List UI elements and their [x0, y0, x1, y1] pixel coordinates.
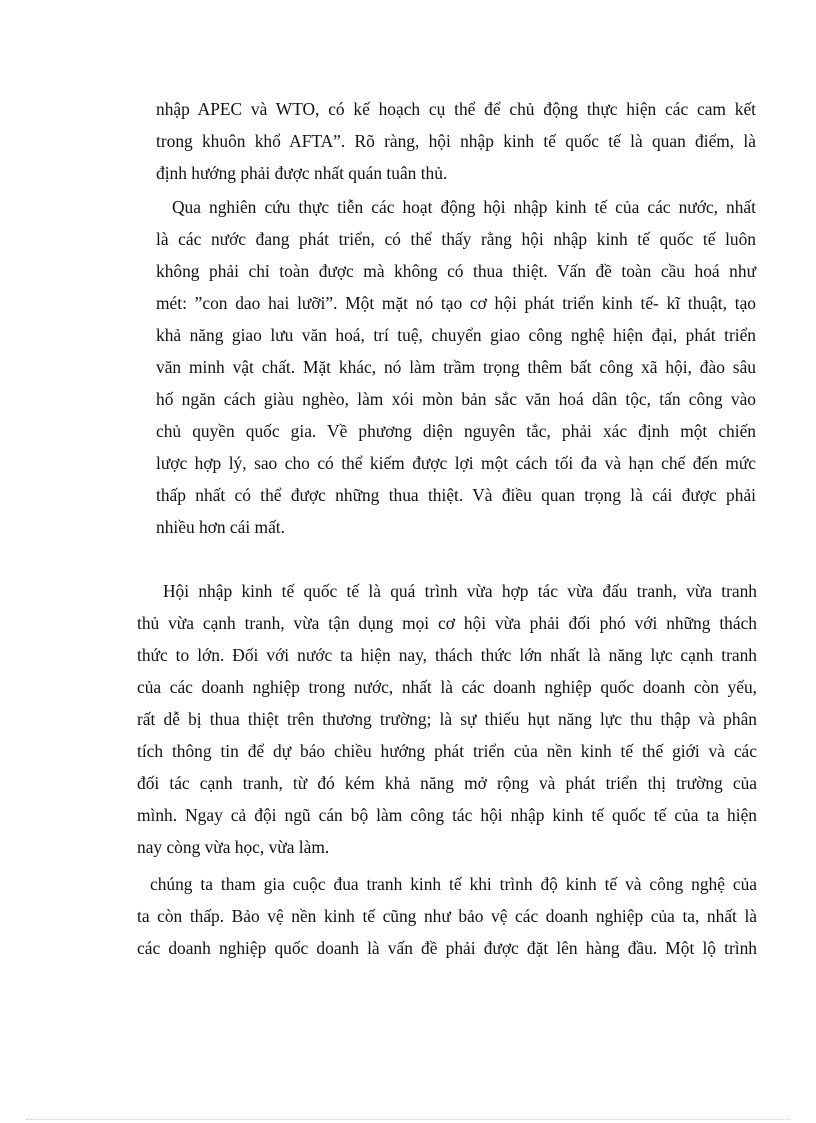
text-line: là các nước đang phát triển, có thể thấy rằng hội nhập kinh tế quốc tế luôn: [156, 229, 756, 249]
text-line: ta còn thấp. Bảo vệ nền kinh tế cũng như bảo vệ các doanh nghiệp của ta, nhất là: [137, 906, 757, 926]
text-line: Hội nhập kinh tế quốc tế là quá trình vừa hợp tác vừa đấu tranh, vừa tranh: [163, 581, 757, 601]
text-line: nhiều hơn cái mất.: [156, 517, 285, 537]
text-line: tích thông tin để dự báo chiều hướng phát triển của nền kinh tế thế giới và các: [137, 741, 757, 761]
text-line: lược hợp lý, sao cho có thể kiếm được lợi một cách tối đa và hạn chế đến mức: [156, 453, 756, 473]
text-line: của các doanh nghiệp trong nước, nhất là các doanh nghiệp quốc doanh còn yếu,: [137, 677, 757, 697]
text-line: rất dễ bị thua thiệt trên thương trường; là sự thiếu hụt năng lực thu thập và phân: [137, 709, 757, 729]
text-line: trong khuôn khổ AFTA”. Rõ ràng, hội nhập kinh tế quốc tế là quan điểm, là: [156, 131, 756, 151]
text-line: các doanh nghiệp quốc doanh là vấn đề phải được đặt lên hàng đầu. Một lộ trình: [137, 938, 757, 958]
text-line: thức to lớn. Đối với nước ta hiện nay, thách thức lớn nhất là năng lực cạnh tranh: [137, 645, 757, 665]
text-line: không phải chỉ toàn được mà không có thua thiệt. Vấn đề toàn cầu hoá như: [156, 261, 756, 281]
text-line: chúng ta tham gia cuộc đua tranh kinh tế khi trình độ kinh tế và công nghệ của: [150, 874, 757, 894]
text-line: mét: ”con dao hai lưỡi”. Một mặt nó tạo cơ hội phát triển kinh tế- kĩ thuật, tạo: [156, 293, 756, 313]
text-line: đối tác cạnh tranh, từ đó kém khả năng mở rộng và phát triển thị trường của: [137, 773, 757, 793]
text-line: hố ngăn cách giàu nghèo, làm xói mòn bản sắc văn hoá dân tộc, tấn công vào: [156, 389, 756, 409]
text-line: văn minh vật chất. Mặt khác, nó làm trầm trọng thêm bất công xã hội, đào sâu: [156, 357, 756, 377]
text-line: mình. Ngay cả đội ngũ cán bộ làm công tác hội nhập kinh tế quốc tế của ta hiện: [137, 805, 757, 825]
page-bottom-divider: [26, 1119, 790, 1120]
text-line: khả năng giao lưu văn hoá, trí tuệ, chuyển giao công nghệ hiện đại, phát triển: [156, 325, 756, 345]
text-line: định hướng phải được nhất quán tuân thủ.: [156, 163, 448, 183]
text-line: Qua nghiên cứu thực tiễn các hoạt động hội nhập kinh tế của các nước, nhất: [172, 197, 756, 217]
text-line: chủ quyền quốc gia. Về phương diện nguyên tắc, phải xác định một chiến: [156, 421, 756, 441]
text-line: nay còng vừa học, vừa làm.: [137, 837, 330, 857]
text-line: thủ vừa cạnh tranh, vừa tận dụng mọi cơ hội vừa phải đối phó với những thách: [137, 613, 757, 633]
text-line: nhập APEC và WTO, có kế hoạch cụ thể để chủ động thực hiện các cam kết: [156, 99, 756, 119]
text-line: thấp nhất có thể được những thua thiệt. Và điều quan trọng là cái được phải: [156, 485, 756, 505]
